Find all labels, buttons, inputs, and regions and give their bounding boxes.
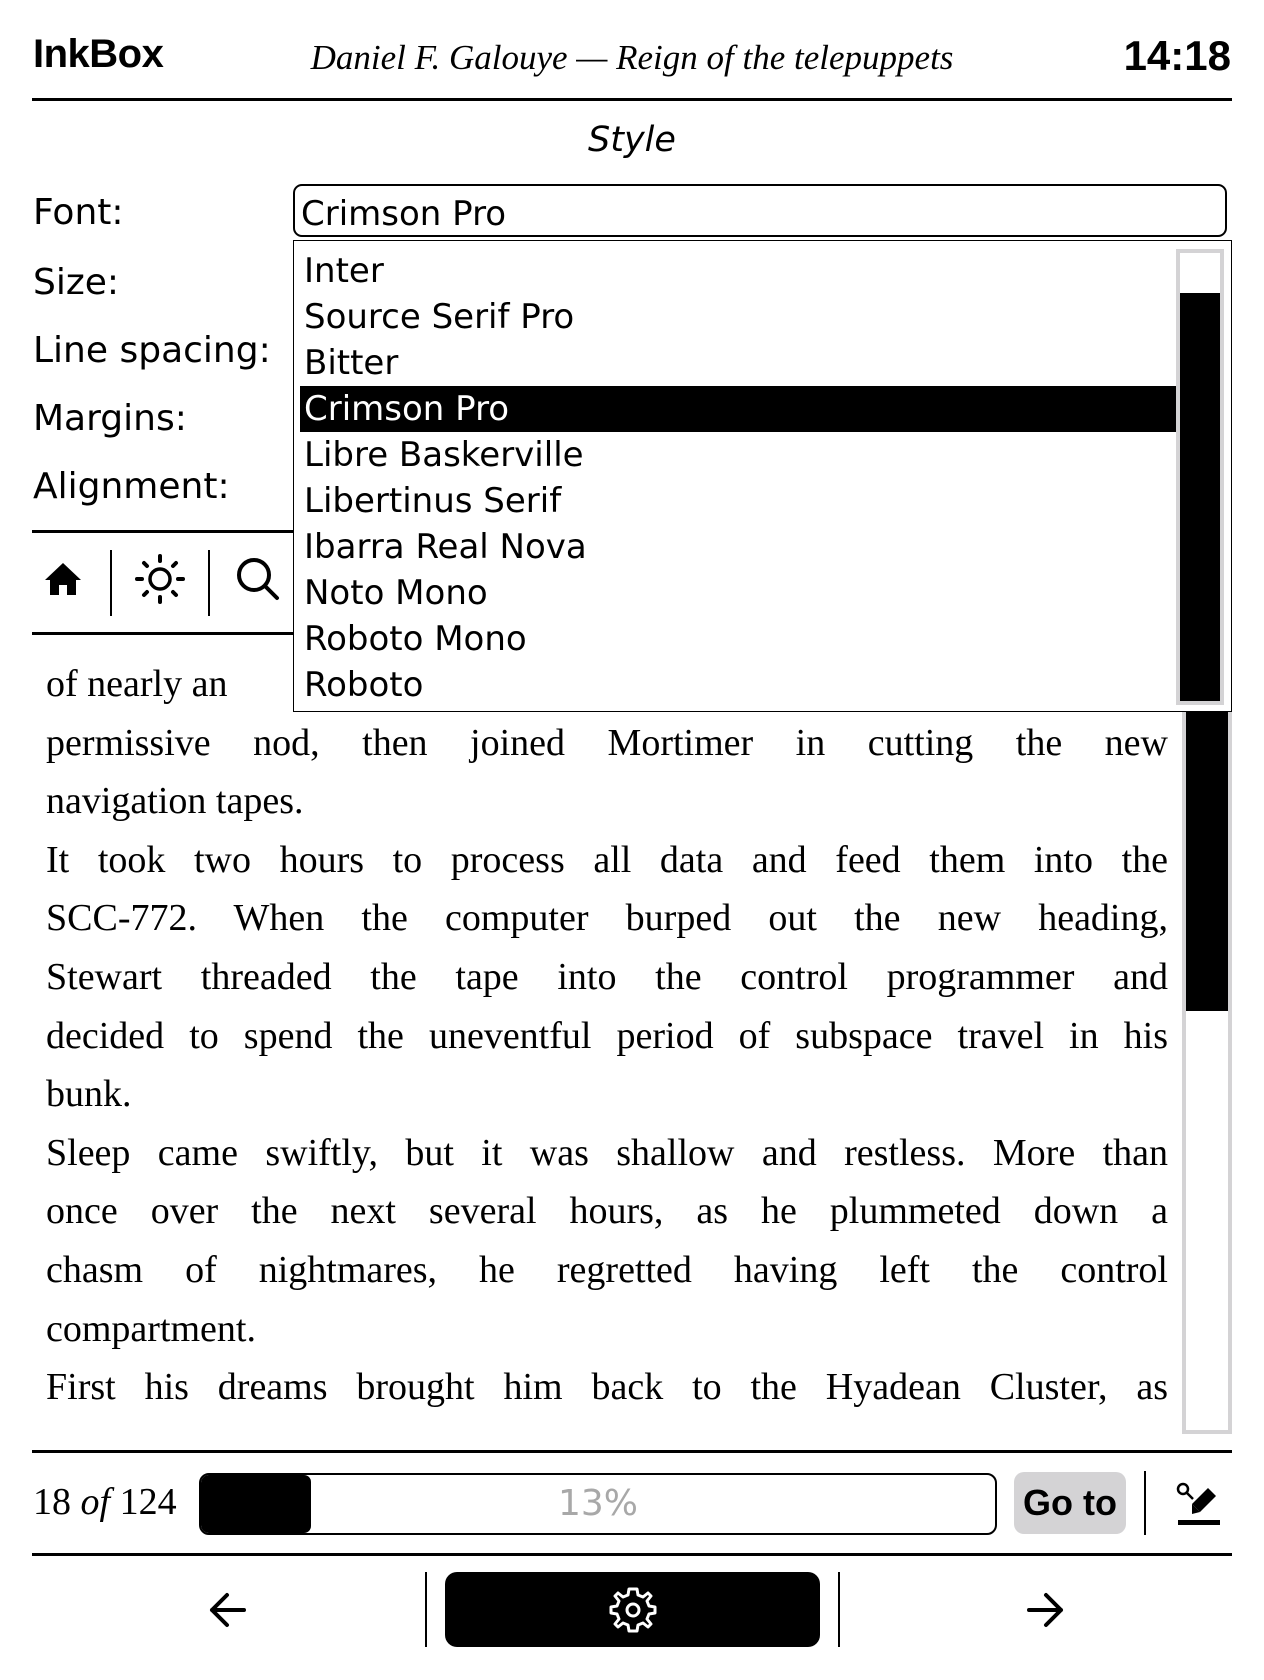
style-dialog-title: Style [588,120,676,160]
nav-separator [838,1572,840,1647]
font-option-bitter[interactable]: Bitter [304,343,399,383]
toolbar-separator [110,550,112,616]
highlighter-icon [1174,1480,1222,1528]
font-option-roboto[interactable]: Roboto [304,665,424,705]
book-title: Daniel F. Galouye — Reign of the telepuppets [310,38,954,77]
text-line: compartment. [46,1307,256,1350]
clock: 14:18 [1123,32,1231,79]
page-indicator [33,1480,177,1524]
toolbar-bottom-divider [32,632,294,635]
text-line: permissive nod, then joined Mortimer in cutting the new [46,721,1168,764]
font-dropdown-list[interactable] [293,240,1232,712]
arrow-right-icon [1026,1592,1064,1628]
line-spacing-label: Line spacing: [33,330,271,371]
bottom-bar-separator [1144,1471,1146,1535]
text-line: of nearly an [46,663,228,705]
brightness-icon [135,554,185,604]
font-option-ibarra-real-nova[interactable]: Ibarra Real Nova [304,527,587,567]
brightness-button[interactable] [129,548,191,610]
nav-separator [425,1572,427,1647]
home-button[interactable] [32,548,94,610]
search-button[interactable] [227,548,289,610]
home-icon [43,561,83,597]
font-combobox[interactable] [293,184,1227,237]
text-line: bunk. [46,1073,132,1116]
reader-text [46,655,1168,1417]
text-line: SCC-772. When the computer burped out the new heading, [46,897,1168,940]
reader-scrollbar-thumb[interactable] [1186,668,1228,1011]
text-line: chasm of nightmares, he regretted having left the control [46,1248,1168,1291]
text-line: navigation tapes. [46,780,304,823]
text-line: once over the next several hours, as he plummeted down a [46,1190,1168,1233]
text-line: First his dreams brought him back to the Hyadean Cluster, as [46,1366,1168,1409]
margins-label: Margins: [33,398,187,439]
alignment-label: Alignment: [33,466,230,507]
highlights-button[interactable] [1164,1472,1232,1536]
size-label: Size: [33,262,120,303]
text-line: Sleep came swiftly, but it was shallow and restless. More than [46,1131,1168,1174]
header-divider [32,98,1232,101]
font-option-roboto-mono[interactable]: Roboto Mono [304,619,527,659]
previous-page-button[interactable] [33,1572,423,1647]
font-option-libre-baskerville[interactable]: Libre Baskerville [304,435,584,475]
page-total: 124 [119,1481,177,1523]
goto-button[interactable]: Go to [1014,1472,1126,1534]
font-option-libertinus-serif[interactable]: Libertinus Serif [304,481,562,521]
text-line: decided to spend the uneventful period of subspace travel in his [46,1014,1168,1057]
progress-percent: 13% [557,1483,638,1524]
reader-toolbar [32,533,294,633]
text-line: Stewart threaded the tape into the control programmer and [46,955,1168,998]
page-current: 18 [33,1481,71,1523]
font-option-crimson-pro[interactable]: Crimson Pro [300,386,1176,432]
app-name: InkBox [33,32,164,76]
reading-progress-bar[interactable] [199,1473,997,1535]
font-label: Font: [33,192,124,233]
font-option-noto-mono[interactable]: Noto Mono [304,573,488,613]
toolbar-separator [208,550,210,616]
text-line: It took two hours to process all data and feed them into the [46,838,1168,881]
next-page-button[interactable] [857,1572,1232,1647]
page-of: of [80,1481,111,1523]
font-option-source-serif-pro[interactable]: Source Serif Pro [304,297,575,337]
reader-scrollbar[interactable] [1182,664,1232,1434]
font-list-scrollbar-thumb[interactable] [1180,293,1220,701]
settings-button[interactable] [445,1572,820,1647]
font-list-scrollbar[interactable] [1176,249,1224,705]
search-icon [235,556,281,602]
nav-divider [32,1553,1232,1556]
font-option-inter[interactable]: Inter [304,251,384,291]
bottom-bar-divider [32,1450,1232,1453]
gear-icon [608,1585,658,1635]
arrow-left-icon [209,1592,247,1628]
font-combobox-value: Crimson Pro [301,194,507,234]
